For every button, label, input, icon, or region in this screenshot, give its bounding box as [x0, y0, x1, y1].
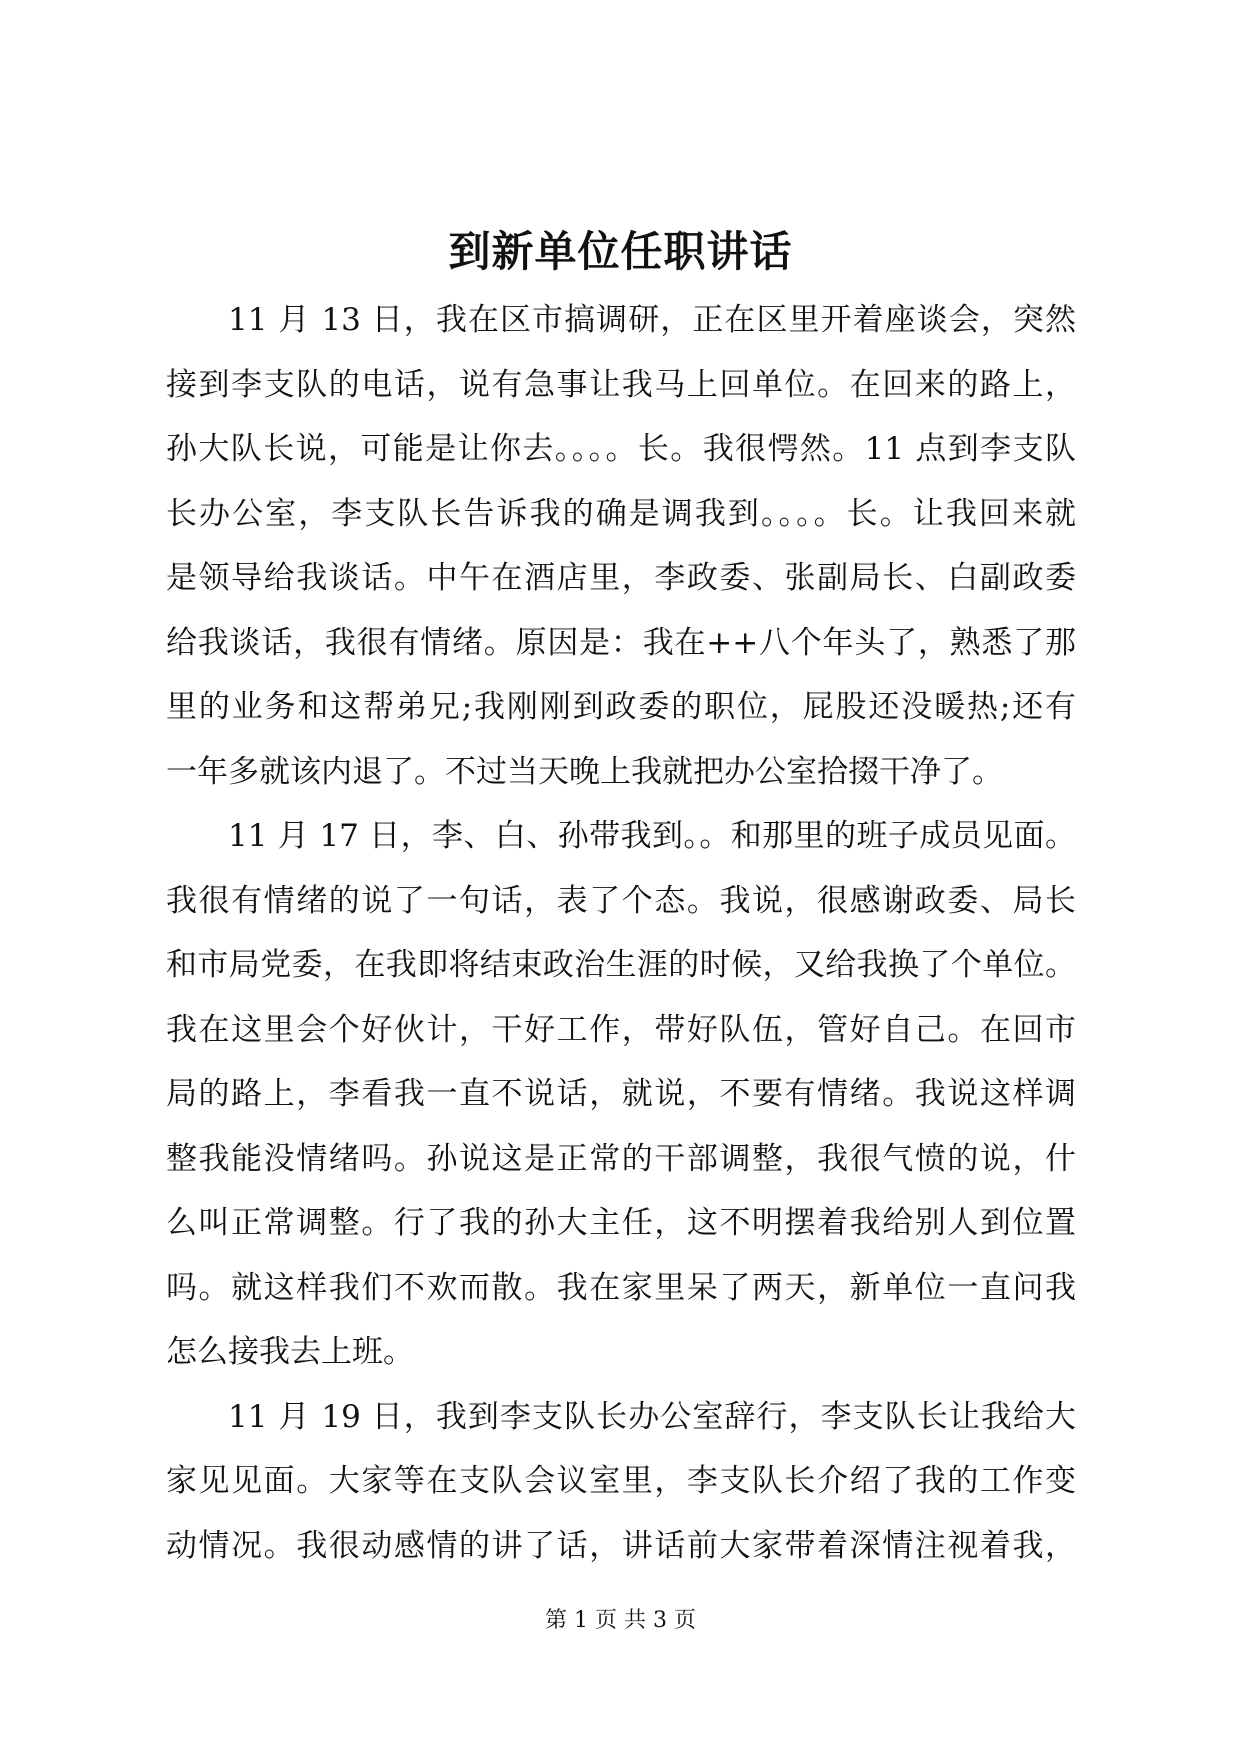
text-line: 孙大队长说，可能是让你去。。。。长。我很愕然。11 点到李支队 [166, 431, 1076, 467]
text-line: 么叫正常调整。行了我的孙大主任，这不明摆着我给别人到位置 [166, 1205, 1076, 1241]
text-line: 动情况。我很动感情的讲了话，讲话前大家带着深情注视着我， [166, 1527, 1076, 1564]
text-line: 家见见面。大家等在支队会议室里，李支队长介绍了我的工作变 [166, 1463, 1076, 1499]
text-line: 我很有情绪的说了一句话，表了个态。我说，很感谢政委、局长 [166, 882, 1076, 919]
text-line: 一年多就该内退了。不过当天晚上我就把办公室拾掇干净了。 [166, 753, 1003, 790]
text-line: 11 月 17 日，李、白、孙带我到。。和那里的班子成员见面。 [228, 818, 1076, 854]
text-line: 和市局党委，在我即将结束政治生涯的时候，又给我换了个单位。 [166, 947, 1076, 983]
text-line: 是领导给我谈话。中午在酒店里，李政委、张副局长、白副政委 [166, 560, 1076, 596]
text-line: 整我能没情绪吗。孙说这是正常的干部调整，我很气愤的说，什 [166, 1140, 1076, 1177]
text-line: 我在这里会个好伙计，干好工作，带好队伍，管好自己。在回市 [166, 1011, 1076, 1048]
paragraph-2 [166, 804, 1076, 1385]
text-line: 怎么接我去上班。 [166, 1334, 414, 1370]
text-line: 吗。就这样我们不欢而散。我在家里呆了两天，新单位一直问我 [166, 1269, 1076, 1306]
text-line: 11 月 19 日，我到李支队长办公室辞行，李支队长让我给大 [228, 1398, 1076, 1435]
paragraph-1 [166, 288, 1076, 804]
text-line: 里的业务和这帮弟兄;我刚刚到政委的职位，屁股还没暖热;还有 [166, 689, 1076, 725]
paragraph-3 [166, 1385, 1076, 1579]
text-line: 长办公室，李支队长告诉我的确是调我到。。。。长。让我回来就 [166, 495, 1076, 532]
text-line: 接到李支队的电话，说有急事让我马上回单位。在回来的路上， [166, 366, 1076, 403]
page-footer: 第 1 页 共 3 页 [545, 1608, 696, 1633]
text-line: 给我谈话，我很有情绪。原因是：我在++八个年头了，熟悉了那 [166, 624, 1076, 661]
text-line: 局的路上，李看我一直不说话，就说，不要有情绪。我说这样调 [166, 1076, 1076, 1112]
text-line: 11 月 13 日，我在区市搞调研，正在区里开着座谈会，突然 [228, 302, 1076, 338]
document-body [166, 288, 1076, 1578]
document-title: 到新单位任职讲话 [448, 227, 793, 276]
